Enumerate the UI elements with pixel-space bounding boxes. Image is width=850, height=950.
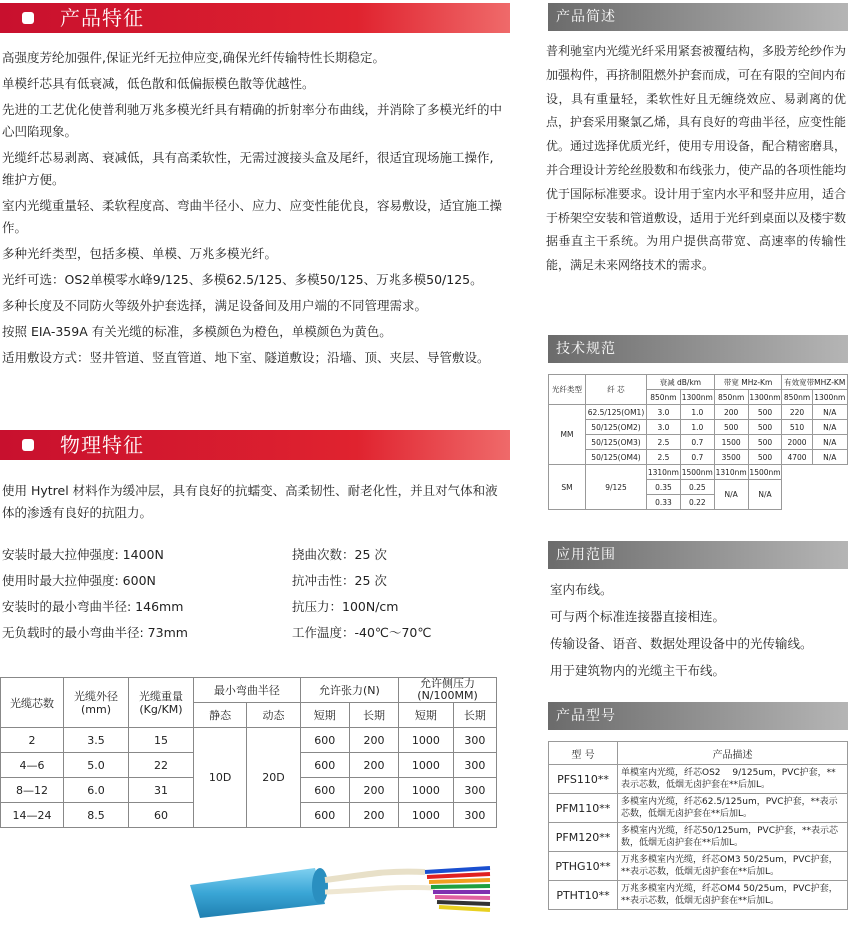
application-item: 室内布线。 (550, 582, 613, 597)
cell: 3.5 (64, 728, 129, 753)
spec-header (548, 335, 848, 363)
cell: 200 (349, 753, 398, 778)
model-table (548, 741, 848, 910)
wavelength-header: 850nm (714, 390, 748, 405)
cell: 510 (782, 420, 812, 435)
table-row (549, 435, 848, 450)
application-header (548, 541, 848, 569)
wavelength-header: 850nm (782, 390, 812, 405)
stat-left: 安装时最大拉伸强度: 1400N (2, 547, 164, 562)
cell: 5.0 (64, 753, 129, 778)
cell: 500 (748, 405, 782, 420)
models-title: 产品型号 (556, 708, 616, 724)
cell: 0.22 (680, 495, 714, 510)
cell: 1.0 (680, 405, 714, 420)
col-header: 光纤类型 (549, 375, 586, 405)
stat-left: 安装时的最小弯曲半径: 146mm (2, 599, 184, 614)
cell: 200 (714, 405, 748, 420)
cell: 500 (748, 420, 782, 435)
intro-title: 产品简述 (556, 9, 616, 25)
cell: 600 (300, 753, 349, 778)
cell: 500 (714, 420, 748, 435)
wavelength-header: 850nm (647, 390, 681, 405)
table-row (549, 450, 848, 465)
table-row (549, 852, 848, 881)
cell: 1000 (399, 753, 454, 778)
fiber-type-cell: SM (549, 465, 586, 510)
cell: 0.7 (680, 450, 714, 465)
cell: 10D (194, 728, 247, 828)
feature-item: 多种光纤类型，包括多模、单模、万兆多模光纤。 (2, 246, 278, 261)
feature-item: 室内光缆重量轻、柔软程度高、弯曲半径小、应力、应变性能优良，容易敷设，适宜施工操作。 (2, 198, 503, 235)
table-row (1, 728, 497, 753)
fiber-type-cell: MM (549, 405, 586, 465)
cell: 300 (453, 728, 496, 753)
table-row (549, 420, 848, 435)
table-row (549, 465, 848, 480)
col-header: 允许侧压力 (N/100MM) (399, 678, 497, 703)
model-code: PFM110** (549, 794, 618, 823)
application-item: 传输设备、语音、数据处理设备中的光传输线。 (550, 636, 813, 651)
cell: 0.25 (680, 480, 714, 495)
col-header: 允许张力(N) (300, 678, 398, 703)
model-code: PTHT10** (549, 881, 618, 910)
table-row (549, 823, 848, 852)
feature-item: 先进的工艺优化使普利驰万兆多模光纤具有精确的折射率分布曲线，并消除了多模光纤的中心凹陷现象。 (2, 102, 503, 139)
col-header: 纤 芯 (586, 375, 647, 405)
cell: 8—12 (1, 778, 64, 803)
cell: 6.0 (64, 778, 129, 803)
cell: 1500 (714, 435, 748, 450)
cell: 3500 (714, 450, 748, 465)
feature-item: 光纤可选：OS2单模零水峰9/125、多模62.5/125、多模50/125、万兆多模50/125。 (2, 272, 483, 287)
cell: 2.5 (647, 450, 681, 465)
cell: 15 (129, 728, 194, 753)
cell: 600 (300, 803, 349, 828)
cell: 1000 (399, 803, 454, 828)
col-header: 最小弯曲半径 (194, 678, 301, 703)
table-row (549, 794, 848, 823)
application-title: 应用范围 (556, 547, 616, 563)
table-row (549, 405, 848, 420)
cell: 3.0 (647, 405, 681, 420)
cell: 1000 (399, 778, 454, 803)
cell: N/A (748, 480, 782, 510)
physical-title: 物理特征 (60, 433, 144, 457)
cell: 4—6 (1, 753, 64, 778)
cell: 0.33 (647, 495, 681, 510)
wavelength-header: 1300nm (812, 390, 847, 405)
stat-right: 挠曲次数：25 次 (292, 547, 387, 562)
col-header: 型 号 (549, 742, 618, 765)
sub-header: 长期 (453, 703, 496, 728)
col-header: 产品描述 (618, 742, 848, 765)
sub-header: 短期 (300, 703, 349, 728)
cell: 62.5/125(OM1) (586, 405, 647, 420)
intro-header (548, 3, 848, 31)
model-desc: 万兆多模室内光缆，纤芯OM3 50/25um，PVC护套，**表示芯数，低烟无卤护套在**后加L。 (618, 852, 848, 881)
models-header (548, 702, 848, 730)
features-title: 产品特征 (60, 6, 144, 30)
stat-left: 无负载时的最小弯曲半径: 73mm (2, 625, 188, 640)
cell: 600 (300, 778, 349, 803)
stat-right: 抗冲击性：25 次 (292, 573, 387, 588)
cell: 220 (782, 405, 812, 420)
intro-text: 普利驰室内光缆光纤采用紧套被覆结构，多股芳纶纱作为加强构件，再挤制阻燃外护套而成，可在有限的空间内布设，具有重量轻，柔软性好且无缠绕效应、易剥离的优点，护套采用聚氯乙烯，具有良好的弯曲半径，应变性能优。通过选择优质光纤，使用专用设备，配合精密磨具，并合理设计芳纶丝股数和布线张力，使产品的各项性能均优于国际标准要求。设计用于室内水平和竖井应用，适合于桥架空安装和管道敷设，适用于光纤到桌面以及楼宇数据垂直主干系统。为用户提供高带宽、高速率的传输性能，满足未来网络技术的需求。 (546, 44, 847, 273)
cell: N/A (812, 420, 847, 435)
feature-item: 高强度芳纶加强件,保证光纤无拉伸应变,确保光纤传输特性长期稳定。 (2, 50, 385, 65)
cell: 50/125(OM3) (586, 435, 647, 450)
cell: N/A (812, 450, 847, 465)
col-header: 衰减 dB/km (647, 375, 715, 390)
cell: 500 (748, 435, 782, 450)
cell: 300 (453, 753, 496, 778)
cell: 200 (349, 778, 398, 803)
physical-description: 使用 Hytrel 材料作为缓冲层，具有良好的抗蠕变、高柔韧性、耐老化性，并且对气体和液体的渗透有良好的抗阻力。 (2, 483, 498, 520)
cell: 500 (748, 450, 782, 465)
col-header: 带宽 MHz-Km (714, 375, 782, 390)
cell: 9/125 (586, 465, 647, 510)
model-code: PFM120** (549, 823, 618, 852)
sub-header: 静态 (194, 703, 247, 728)
wavelength-header: 1300nm (680, 390, 714, 405)
cell: 0.7 (680, 435, 714, 450)
model-desc: 万兆多模室内光缆，纤芯OM4 50/25um，PVC护套，**表示芯数，低烟无卤护套在**后加L。 (618, 881, 848, 910)
cable-spec-table (0, 677, 497, 828)
application-item: 用于建筑物内的光缆主干布线。 (550, 663, 726, 678)
col-header: 有效宽带MHZ-KM (782, 375, 848, 390)
cell: 300 (453, 803, 496, 828)
table-row (549, 765, 848, 794)
cell: N/A (812, 405, 847, 420)
cell: 200 (349, 803, 398, 828)
stat-right: 工作温度：-40℃～70℃ (292, 625, 432, 640)
cell: 1000 (399, 728, 454, 753)
wavelength-header: 1300nm (748, 390, 782, 405)
spec-title: 技术规范 (556, 341, 616, 357)
table-row (549, 881, 848, 910)
col-header: 光缆重量 (Kg/KM) (129, 678, 194, 728)
model-code: PTHG10** (549, 852, 618, 881)
features-list (2, 47, 502, 373)
cell: 22 (129, 753, 194, 778)
feature-item: 适用敷设方式：竖井管道、竖直管道、地下室、隧道敷设；沿墙、顶、夹层、导管敷设。 (2, 350, 490, 365)
sub-header: 长期 (349, 703, 398, 728)
cell: 0.35 (647, 480, 681, 495)
fiber-spec-table (548, 374, 848, 510)
application-list (550, 576, 850, 684)
cell: 200 (349, 728, 398, 753)
col-header: 光缆芯数 (1, 678, 64, 728)
model-desc: 多模室内光缆，纤芯50/125um，PVC护套，**表示芯数，低烟无卤护套在**后加L。 (618, 823, 848, 852)
empty-cell (782, 465, 848, 510)
model-desc: 单模室内光缆，纤芯OS2 9/125um，PVC护套，**表示芯数，低烟无卤护套在**后加L。 (618, 765, 848, 794)
feature-item: 多种长度及不同防火等级外护套选择，满足设备间及用户端的不同管理需求。 (2, 298, 428, 313)
wavelength-header: 1310nm (714, 465, 748, 480)
feature-item: 光缆纤芯易剥离、衰减低，具有高柔软性，无需过渡接头盒及尾纤，很适宜现场施工操作,维护方便。 (2, 150, 494, 187)
col-header: 光缆外径 (mm) (64, 678, 129, 728)
cell: 20D (247, 728, 300, 828)
cell: N/A (812, 435, 847, 450)
wavelength-header: 1310nm (647, 465, 681, 480)
feature-item: 单模纤芯具有低衰减，低色散和低偏振模色散等优越性。 (2, 76, 315, 91)
cell: 2000 (782, 435, 812, 450)
physical-header (0, 430, 510, 460)
cell: 60 (129, 803, 194, 828)
wavelength-header: 1500nm (748, 465, 782, 480)
cell: 4700 (782, 450, 812, 465)
model-code: PFS110** (549, 765, 618, 794)
cell: 50/125(OM2) (586, 420, 647, 435)
model-desc: 多模室内光缆，纤芯62.5/125um，PVC护套，**表示芯数，低烟无卤护套在**后加L。 (618, 794, 848, 823)
wavelength-header: 1500nm (680, 465, 714, 480)
cell: 3.0 (647, 420, 681, 435)
cell: 31 (129, 778, 194, 803)
features-header (0, 3, 510, 33)
cell: N/A (714, 480, 748, 510)
cell: 8.5 (64, 803, 129, 828)
cell: 300 (453, 778, 496, 803)
stat-left: 使用时最大拉伸强度: 600N (2, 573, 156, 588)
stat-right: 抗压力：100N/cm (292, 599, 399, 614)
cell: 1.0 (680, 420, 714, 435)
application-item: 可与两个标准连接器直接相连。 (550, 609, 726, 624)
cell: 2 (1, 728, 64, 753)
sub-header: 短期 (399, 703, 454, 728)
cell: 50/125(OM4) (586, 450, 647, 465)
feature-item: 按照 EIA-359A 有关光缆的标准，多模颜色为橙色，单模颜色为黄色。 (2, 324, 392, 339)
cell: 2.5 (647, 435, 681, 450)
cell: 14—24 (1, 803, 64, 828)
sub-header: 动态 (247, 703, 300, 728)
square-bullet-icon (22, 12, 34, 24)
fiber-cable-illustration-icon (185, 860, 495, 920)
cell: 600 (300, 728, 349, 753)
square-bullet-icon (22, 439, 34, 451)
